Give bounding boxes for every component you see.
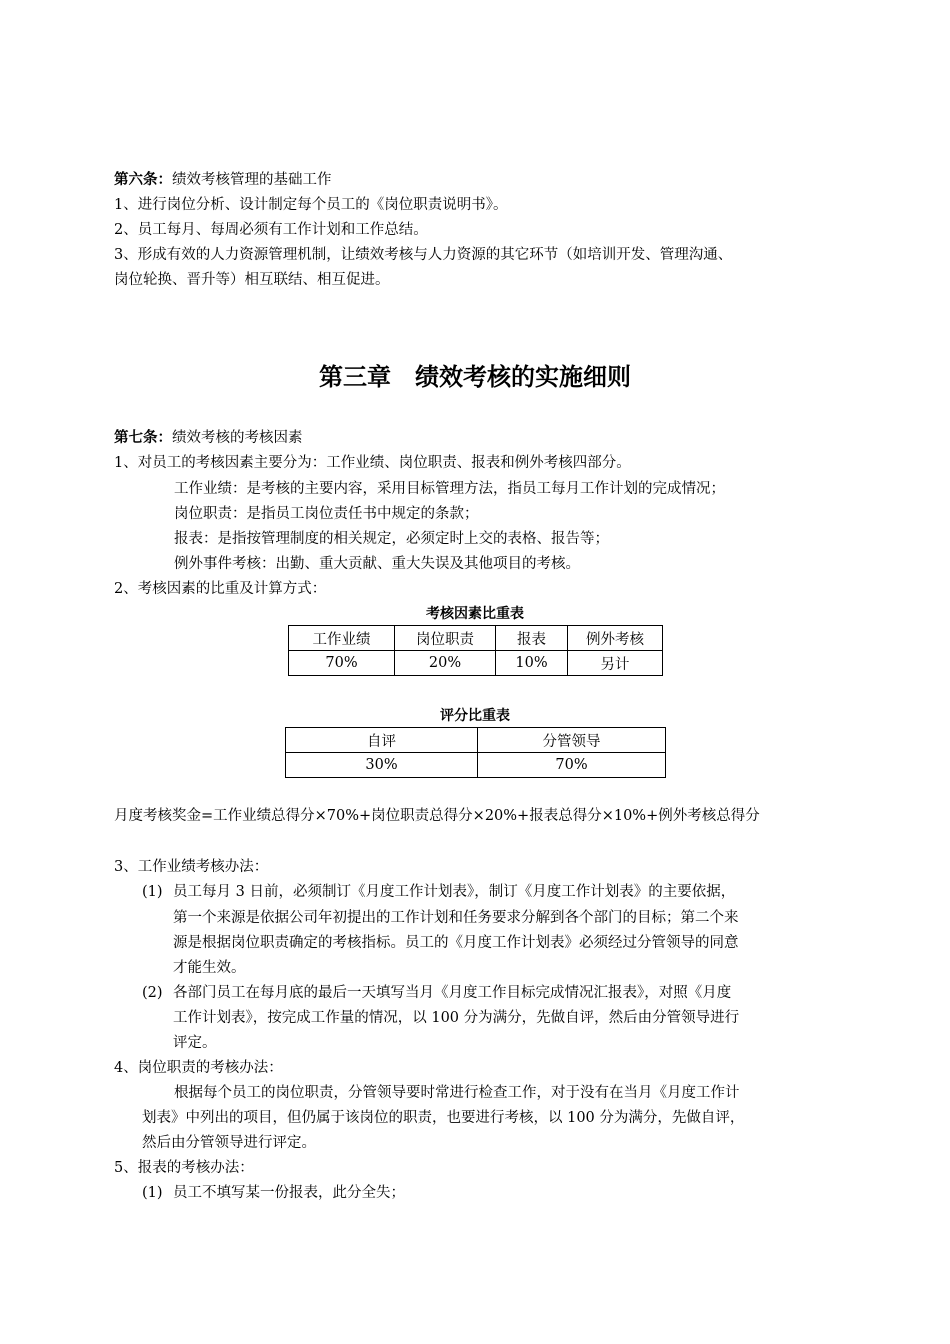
- article-7-label: 第七条：: [114, 429, 172, 446]
- article-6-item-3-cont: 岗位轮换、晋升等）相互联结、相互促进。: [114, 272, 390, 288]
- table-1-caption: 考核因素比重表: [426, 606, 524, 622]
- table-cell: 另计: [568, 651, 663, 676]
- article-6-item-2: 2、员工每月、每周必须有工作计划和工作总结。: [114, 222, 428, 238]
- section-5-item-1-number: (1): [142, 1185, 163, 1201]
- section-5-item-1: 员工不填写某一份报表，此分全失；: [173, 1185, 405, 1201]
- section-3-item-2-line: 工作计划表》，按完成工作量的情况，以 100 分为满分，先做自评，然后由分管领导进行: [173, 1010, 740, 1026]
- article-6-heading: [114, 170, 332, 190]
- table-header-cell: 工作业绩: [289, 626, 395, 651]
- section-3-item-1-line: 第一个来源是依据公司年初提出的工作计划和任务要求分解到各个部门的目标；第二个来: [173, 910, 739, 926]
- section-3-item-1-line: 才能生效。: [173, 960, 246, 976]
- table-cell: 30%: [286, 753, 478, 778]
- section-3-item-1-number: (1): [142, 884, 163, 900]
- factor-job-duties: 岗位职责：是指员工岗位责任书中规定的条款；: [174, 506, 479, 522]
- factor-exceptions: 例外事件考核：出勤、重大贡献、重大失误及其他项目的考核。: [174, 556, 580, 572]
- table-cell: 70%: [478, 753, 666, 778]
- table-cell: 10%: [496, 651, 568, 676]
- section-3-item-2-line: 各部门员工在每月底的最后一天填写当月《月度工作目标完成情况汇报表》，对照《月度: [173, 985, 732, 1001]
- table-cell: 20%: [395, 651, 496, 676]
- article-7-para-2: 2、考核因素的比重及计算方式：: [114, 581, 327, 597]
- section-3-title: 3、工作业绩考核办法：: [114, 859, 269, 875]
- table-2-caption: 评分比重表: [440, 708, 510, 724]
- article-6-item-3: 3、形成有效的人力资源管理机制，让绩效考核与人力资源的其它环节（如培训开发、管理沟通、: [114, 247, 733, 263]
- table-header-cell: 岗位职责: [395, 626, 496, 651]
- section-5-title: 5、报表的考核办法：: [114, 1160, 254, 1176]
- section-4-line: 然后由分管领导进行评定。: [142, 1135, 316, 1151]
- article-6-item-1: 1、进行岗位分析、设计制定每个员工的《岗位职责说明书》。: [114, 197, 508, 213]
- article-7-heading: [114, 428, 303, 448]
- table-header-row: [286, 728, 666, 753]
- factor-reports: 报表：是指按管理制度的相关规定，必须定时上交的表格、报告等；: [174, 531, 609, 547]
- section-3-item-2-number: (2): [142, 985, 163, 1001]
- table-header-cell: 分管领导: [478, 728, 666, 753]
- factor-work-performance: 工作业绩：是考核的主要内容，采用目标管理方法，指员工每月工作计划的完成情况；: [174, 481, 725, 497]
- section-4-line: 根据每个员工的岗位职责，分管领导要时常进行检查工作，对于没有在当月《月度工作计: [174, 1085, 740, 1101]
- table-header-row: [289, 626, 663, 651]
- table-header-cell: 例外考核: [568, 626, 663, 651]
- article-6-label: 第六条：: [114, 171, 172, 188]
- article-7-title: 绩效考核的考核因素: [172, 430, 303, 446]
- section-3-item-1-line: 员工每月 3 日前，必须制订《月度工作计划表》，制订《月度工作计划表》的主要依据，: [173, 884, 736, 900]
- bonus-formula: 月度考核奖金=工作业绩总得分×70%+岗位职责总得分×20%+报表总得分×10%+例外考核总得分: [114, 808, 760, 824]
- factor-weight-table: [288, 625, 663, 676]
- table-header-cell: 自评: [286, 728, 478, 753]
- article-7-para-1: 1、对员工的考核因素主要分为：工作业绩、岗位职责、报表和例外考核四部分。: [114, 455, 631, 471]
- chapter-title: 第三章 绩效考核的实施细则: [319, 363, 631, 391]
- table-row: [289, 651, 663, 676]
- table-header-cell: 报表: [496, 626, 568, 651]
- section-3-item-1-line: 源是根据岗位职责确定的考核指标。员工的《月度工作计划表》必须经过分管领导的同意: [173, 935, 739, 951]
- table-cell: 70%: [289, 651, 395, 676]
- section-3-item-2-line: 评定。: [173, 1035, 217, 1051]
- section-4-line: 划表》中列出的项目，但仍属于该岗位的职责，也要进行考核，以 100 分为满分，先做自评，: [142, 1110, 745, 1126]
- table-row: [286, 753, 666, 778]
- score-weight-table: [285, 727, 666, 778]
- article-6-title: 绩效考核管理的基础工作: [172, 172, 332, 188]
- section-4-title: 4、岗位职责的考核办法：: [114, 1060, 283, 1076]
